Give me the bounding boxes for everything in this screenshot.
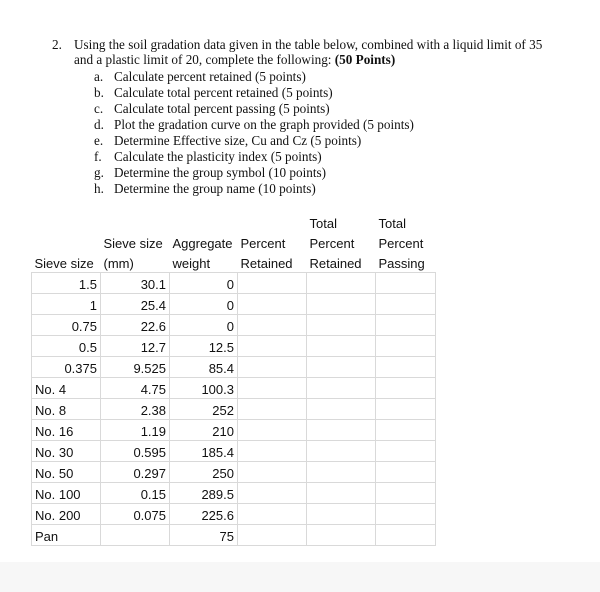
total-passing-cell[interactable] [376,357,436,378]
table-header-row [32,252,436,273]
percent-retained-cell[interactable] [238,525,307,546]
sieve-cell: No. 4 [32,378,101,399]
task-text: Determine the group name (10 points) [114,181,316,196]
table-header-row [32,232,436,252]
weight-cell: 225.6 [170,504,238,525]
sieve-cell: 0.75 [32,315,101,336]
question-line-2 [74,52,395,67]
header-aggregate: Aggregate [172,236,233,251]
task-list [94,69,414,197]
header-retained: Retained [309,256,362,271]
percent-retained-cell[interactable] [238,504,307,525]
total-retained-cell[interactable] [307,525,376,546]
percent-retained-cell[interactable] [238,420,307,441]
table-row [32,399,436,420]
mm-cell [101,525,170,546]
weight-cell: 12.5 [170,336,238,357]
sieve-cell: No. 30 [32,441,101,462]
table-row [32,336,436,357]
task-item [94,181,414,197]
gradation-table [31,212,436,546]
page-bottom-band [0,562,600,592]
task-letter: d. [94,117,104,132]
table-row [32,315,436,336]
header-retained: Retained [240,256,293,271]
total-passing-cell[interactable] [376,315,436,336]
header-total-1: Total [309,216,337,231]
task-item [94,149,414,165]
total-passing-cell[interactable] [376,399,436,420]
sieve-cell: No. 100 [32,483,101,504]
weight-cell: 250 [170,462,238,483]
sieve-cell: No. 200 [32,504,101,525]
mm-cell: 0.595 [101,441,170,462]
task-letter: a. [94,69,104,84]
weight-cell: 185.4 [170,441,238,462]
total-passing-cell[interactable] [376,273,436,294]
total-retained-cell[interactable] [307,441,376,462]
table-row [32,420,436,441]
weight-cell: 210 [170,420,238,441]
percent-retained-cell[interactable] [238,378,307,399]
weight-cell: 289.5 [170,483,238,504]
task-letter: g. [94,165,104,180]
sieve-cell: 1.5 [32,273,101,294]
weight-cell: 0 [170,273,238,294]
header-percent: Percent [309,236,355,251]
weight-cell: 75 [170,525,238,546]
total-retained-cell[interactable] [307,357,376,378]
total-retained-cell[interactable] [307,420,376,441]
total-retained-cell[interactable] [307,399,376,420]
question-text-2: and a plastic limit of 20, complete the following: [74,52,332,67]
header-total-2: Total [378,216,406,231]
task-text: Calculate total percent passing (5 points) [114,101,330,116]
header-mm: (mm) [103,256,134,271]
total-retained-cell[interactable] [307,336,376,357]
mm-cell: 4.75 [101,378,170,399]
question-number: 2. [52,37,62,52]
header-percent: Percent [240,236,286,251]
table-row [32,378,436,399]
task-text: Determine Effective size, Cu and Cz (5 points) [114,133,362,148]
mm-cell: 30.1 [101,273,170,294]
header-weight: weight [172,256,211,271]
table-row [32,525,436,546]
mm-cell: 0.297 [101,462,170,483]
mm-cell: 0.15 [101,483,170,504]
percent-retained-cell[interactable] [238,462,307,483]
mm-cell: 0.075 [101,504,170,525]
total-passing-cell[interactable] [376,378,436,399]
task-item [94,85,414,101]
table-header-row [32,212,436,232]
mm-cell: 9.525 [101,357,170,378]
task-item [94,133,414,149]
sieve-cell: No. 50 [32,462,101,483]
task-text: Calculate total percent retained (5 points) [114,85,333,100]
total-passing-cell[interactable] [376,525,436,546]
total-passing-cell[interactable] [376,483,436,504]
table-row [32,357,436,378]
task-item [94,69,414,85]
header-passing: Passing [378,256,425,271]
percent-retained-cell[interactable] [238,336,307,357]
task-letter: e. [94,133,104,148]
total-retained-cell[interactable] [307,315,376,336]
mm-cell: 2.38 [101,399,170,420]
total-retained-cell[interactable] [307,483,376,504]
table-row [32,273,436,294]
weight-cell: 0 [170,315,238,336]
total-passing-cell[interactable] [376,504,436,525]
total-retained-cell[interactable] [307,504,376,525]
percent-retained-cell[interactable] [238,441,307,462]
percent-retained-cell[interactable] [238,273,307,294]
task-letter: f. [94,149,102,164]
task-text: Calculate percent retained (5 points) [114,69,306,84]
task-text: Calculate the plasticity index (5 points) [114,149,322,164]
table-row [32,294,436,315]
sieve-cell: Pan [32,525,101,546]
task-text: Determine the group symbol (10 points) [114,165,327,180]
total-retained-cell[interactable] [307,462,376,483]
task-item [94,165,414,181]
weight-cell: 85.4 [170,357,238,378]
total-passing-cell[interactable] [376,441,436,462]
percent-retained-cell[interactable] [238,399,307,420]
task-letter: c. [94,101,104,116]
weight-cell: 0 [170,294,238,315]
task-item [94,117,414,133]
sieve-cell: No. 8 [32,399,101,420]
mm-cell: 25.4 [101,294,170,315]
mm-cell: 22.6 [101,315,170,336]
mm-cell: 1.19 [101,420,170,441]
sieve-cell: 1 [32,294,101,315]
total-retained-cell[interactable] [307,273,376,294]
total-passing-cell[interactable] [376,420,436,441]
sieve-cell: 0.375 [32,357,101,378]
task-letter: h. [94,181,104,196]
weight-cell: 100.3 [170,378,238,399]
task-item [94,101,414,117]
percent-retained-cell[interactable] [238,315,307,336]
total-passing-cell[interactable] [376,336,436,357]
total-retained-cell[interactable] [307,294,376,315]
mm-cell: 12.7 [101,336,170,357]
header-sieve-size-mm: Sieve size [103,236,163,251]
total-retained-cell[interactable] [307,378,376,399]
total-passing-cell[interactable] [376,294,436,315]
total-passing-cell[interactable] [376,462,436,483]
weight-cell: 252 [170,399,238,420]
task-letter: b. [94,85,104,100]
table-row [32,483,436,504]
sieve-cell: No. 16 [32,420,101,441]
question-points: (50 Points) [334,52,396,67]
percent-retained-cell[interactable] [238,357,307,378]
header-sieve-size: Sieve size [34,256,94,271]
percent-retained-cell[interactable] [238,483,307,504]
table-row [32,462,436,483]
header-percent: Percent [378,236,424,251]
percent-retained-cell[interactable] [238,294,307,315]
table-row [32,441,436,462]
sieve-cell: 0.5 [32,336,101,357]
question-text-1: Using the soil gradation data given in the table below, combined with a liquid limit of 35 [74,37,543,52]
task-text: Plot the gradation curve on the graph provided (5 points) [114,117,414,132]
question-line-1 [52,37,542,52]
table-row [32,504,436,525]
